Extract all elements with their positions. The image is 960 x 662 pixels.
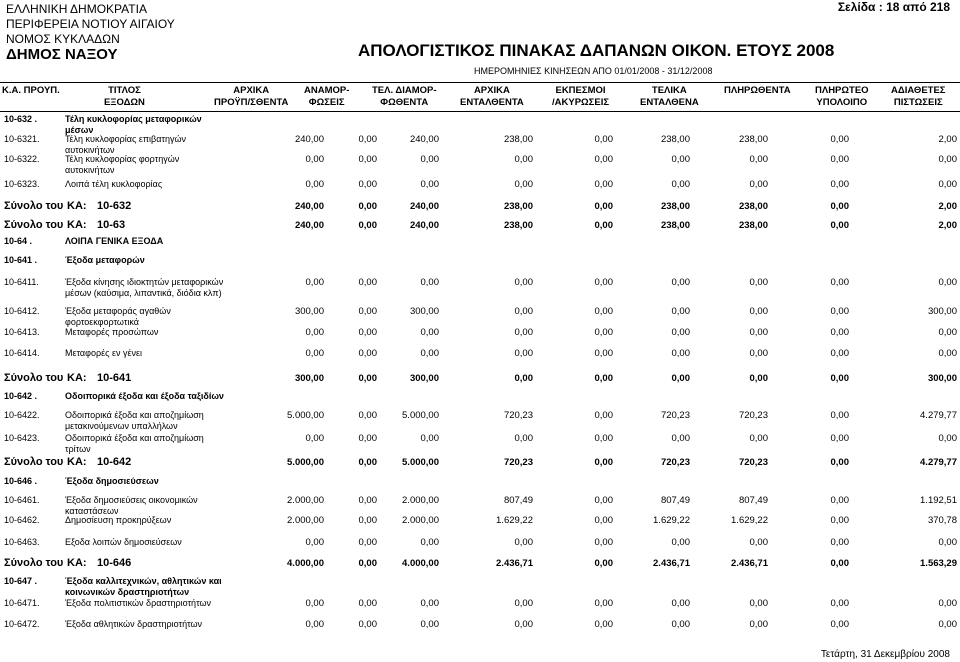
amount-cell: 807,49 xyxy=(503,495,533,506)
amount-cell: 0,00 xyxy=(594,154,613,165)
account-description: ΛΟΙΠΑ ΓΕΝΙΚΑ ΕΞΟΔΑ xyxy=(65,236,164,246)
amount-cell: 0,00 xyxy=(514,277,533,288)
amount-cell: 1.563,29 xyxy=(920,558,957,569)
amount-cell: 0,00 xyxy=(671,179,690,190)
amount-cell: 0,00 xyxy=(594,277,613,288)
total-label: Σύνολο του xyxy=(4,372,64,384)
amount-cell: 2.000,00 xyxy=(287,495,324,506)
account-code: 10-647 . xyxy=(4,576,38,586)
account-code: 10-6461. xyxy=(4,495,40,505)
amount-cell: 238,00 xyxy=(738,134,768,145)
account-code: 10-6471. xyxy=(4,598,40,608)
col-final-ordered: ΤΕΛΙΚΑ ΕΝΤΑΛΘΕΝΑ xyxy=(640,85,699,108)
amount-cell: 0,00 xyxy=(358,277,377,288)
amount-cell: 720,23 xyxy=(660,410,690,421)
account-code: 10-6413. xyxy=(4,327,40,337)
account-code: 10-6323. xyxy=(4,179,40,189)
amount-cell: 0,00 xyxy=(358,619,377,630)
amount-cell: 370,78 xyxy=(927,515,957,526)
amount-cell: 807,49 xyxy=(738,495,768,506)
issuer-block xyxy=(6,2,175,62)
amount-cell: 0,00 xyxy=(514,373,533,384)
amount-cell: 4.279,77 xyxy=(920,410,957,421)
account-description: Έξοδα δημοσιεύσεων xyxy=(65,476,159,486)
account-code: 10-6411. xyxy=(4,277,39,287)
amount-cell: 300,00 xyxy=(409,373,439,384)
amount-cell: 0,00 xyxy=(749,373,768,384)
amount-cell: 0,00 xyxy=(938,598,957,609)
amount-cell: 0,00 xyxy=(594,327,613,338)
amount-cell: 0,00 xyxy=(749,433,768,444)
amount-cell: 0,00 xyxy=(830,220,849,231)
amount-cell: 0,00 xyxy=(358,598,377,609)
amount-cell: 0,00 xyxy=(749,619,768,630)
amount-cell: 0,00 xyxy=(830,410,849,421)
account-code: 10-6472. xyxy=(4,619,40,629)
amount-cell: 5.000,00 xyxy=(287,410,324,421)
amount-cell: 0,00 xyxy=(305,619,324,630)
col-amendments: ΑΝΑΜΟΡ- ΦΩΣΕΙΣ xyxy=(304,85,350,108)
amount-cell: 0,00 xyxy=(671,598,690,609)
amount-cell: 2.436,71 xyxy=(731,558,768,569)
amount-cell: 0,00 xyxy=(514,327,533,338)
amount-cell: 0,00 xyxy=(514,537,533,548)
amount-cell: 0,00 xyxy=(830,179,849,190)
amount-cell: 0,00 xyxy=(358,306,377,317)
amount-cell: 0,00 xyxy=(938,154,957,165)
amount-cell: 0,00 xyxy=(938,348,957,359)
date-range: ΗΜΕΡΟΜΗΝΙΕΣ ΚΙΝΗΣΕΩΝ ΑΠΟ 01/01/2008 - 31/12/2008 xyxy=(474,66,713,76)
account-description: Έξοδα καλλιτεχνικών, αθλητικών και κοινωνικών δραστηριοτήτων xyxy=(65,576,222,597)
amount-cell: 240,00 xyxy=(294,201,324,212)
account-description: Μεταφορές προσώπων xyxy=(65,327,159,337)
amount-cell: 0,00 xyxy=(594,306,613,317)
account-description: Μεταφορές εν γένει xyxy=(65,348,142,358)
amount-cell: 0,00 xyxy=(594,558,613,569)
account-code: 10-6422. xyxy=(4,410,40,420)
amount-cell: 0,00 xyxy=(594,348,613,359)
amount-cell: 0,00 xyxy=(594,179,613,190)
amount-cell: 0,00 xyxy=(305,179,324,190)
amount-cell: 0,00 xyxy=(420,598,439,609)
amount-cell: 0,00 xyxy=(830,537,849,548)
amount-cell: 0,00 xyxy=(594,433,613,444)
amount-cell: 2.436,71 xyxy=(496,558,533,569)
amount-cell: 0,00 xyxy=(305,327,324,338)
amount-cell: 0,00 xyxy=(358,457,377,468)
account-code: 10-6423. xyxy=(4,433,40,443)
total-account-code: 10-641 xyxy=(97,372,132,384)
total-label: Σύνολο του xyxy=(4,219,64,231)
amount-cell: 240,00 xyxy=(409,134,439,145)
amount-cell: 0,00 xyxy=(358,558,377,569)
account-description: Εξοδα λοιπών δημοσιεύσεων xyxy=(65,537,182,547)
amount-cell: 0,00 xyxy=(671,537,690,548)
amount-cell: 0,00 xyxy=(671,154,690,165)
amount-cell: 0,00 xyxy=(938,433,957,444)
amount-cell: 0,00 xyxy=(305,433,324,444)
amount-cell: 238,00 xyxy=(660,134,690,145)
account-code: 10-6463. xyxy=(4,537,40,547)
amount-cell: 0,00 xyxy=(358,433,377,444)
amount-cell: 238,00 xyxy=(738,201,768,212)
issuer-municipality: ΔΗΜΟΣ ΝΑΞΟΥ xyxy=(6,46,118,63)
amount-cell: 2.000,00 xyxy=(402,515,439,526)
account-code: 10-6322. xyxy=(4,154,40,164)
amount-cell: 2.000,00 xyxy=(287,515,324,526)
total-account-code: 10-632 xyxy=(97,200,132,212)
col-paid: ΠΛΗΡΩΘΕΝΤΑ xyxy=(724,85,791,96)
amount-cell: 0,00 xyxy=(749,179,768,190)
total-ka-label: ΚΑ: xyxy=(67,372,87,384)
amount-cell: 720,23 xyxy=(503,457,533,468)
amount-cell: 0,00 xyxy=(358,220,377,231)
amount-cell: 0,00 xyxy=(938,619,957,630)
amount-cell: 0,00 xyxy=(749,154,768,165)
amount-cell: 0,00 xyxy=(420,433,439,444)
amount-cell: 240,00 xyxy=(294,220,324,231)
account-code: 10-64 . xyxy=(4,236,33,246)
account-description: Λοιπά τέλη κυκλοφορίας xyxy=(65,179,163,189)
amount-cell: 0,00 xyxy=(514,598,533,609)
account-code: 10-6412. xyxy=(4,306,40,316)
amount-cell: 0,00 xyxy=(420,179,439,190)
amount-cell: 720,23 xyxy=(660,457,690,468)
amount-cell: 2,00 xyxy=(938,134,957,145)
amount-cell: 0,00 xyxy=(830,201,849,212)
amount-cell: 0,00 xyxy=(830,457,849,468)
column-headers xyxy=(0,82,960,112)
issuer-line-2: ΠΕΡΙΦΕΡΕΙΑ ΝΟΤΙΟΥ ΑΙΓΑΙΟΥ xyxy=(6,17,175,31)
amount-cell: 0,00 xyxy=(830,558,849,569)
amount-cell: 0,00 xyxy=(305,154,324,165)
amount-cell: 0,00 xyxy=(594,134,613,145)
amount-cell: 0,00 xyxy=(514,179,533,190)
amount-cell: 300,00 xyxy=(927,373,957,384)
amount-cell: 300,00 xyxy=(927,306,957,317)
account-description: Οδοιπορικά έξοδα και έξοδα ταξιδίων xyxy=(65,391,224,401)
amount-cell: 0,00 xyxy=(749,306,768,317)
amount-cell: 2,00 xyxy=(938,201,957,212)
amount-cell: 720,23 xyxy=(738,410,768,421)
amount-cell: 300,00 xyxy=(294,306,324,317)
amount-cell: 4.000,00 xyxy=(287,558,324,569)
amount-cell: 0,00 xyxy=(671,619,690,630)
amount-cell: 0,00 xyxy=(420,537,439,548)
amount-cell: 720,23 xyxy=(738,457,768,468)
amount-cell: 0,00 xyxy=(749,348,768,359)
account-description: Οδοιπορικά έξοδα και αποζημίωση μετακινούμενων υπαλλήλων xyxy=(65,410,204,431)
issuer-line-3: ΝΟΜΟΣ ΚΥΚΛΑΔΩΝ xyxy=(6,32,120,46)
amount-cell: 0,00 xyxy=(358,327,377,338)
total-account-code: 10-642 xyxy=(97,456,132,468)
total-ka-label: ΚΑ: xyxy=(67,456,87,468)
account-code: 10-6414. xyxy=(4,348,40,358)
amount-cell: 0,00 xyxy=(305,348,324,359)
amount-cell: 238,00 xyxy=(503,134,533,145)
amount-cell: 0,00 xyxy=(830,277,849,288)
amount-cell: 0,00 xyxy=(594,598,613,609)
amount-cell: 0,00 xyxy=(358,373,377,384)
amount-cell: 0,00 xyxy=(749,277,768,288)
amount-cell: 5.000,00 xyxy=(402,457,439,468)
total-ka-label: ΚΑ: xyxy=(67,557,87,569)
amount-cell: 0,00 xyxy=(358,410,377,421)
amount-cell: 0,00 xyxy=(420,327,439,338)
amount-cell: 0,00 xyxy=(938,179,957,190)
amount-cell: 4.000,00 xyxy=(402,558,439,569)
account-description: Έξοδα μεταφοράς αγαθών φορτοεκφορτωτικά xyxy=(65,306,171,327)
amount-cell: 238,00 xyxy=(503,201,533,212)
amount-cell: 0,00 xyxy=(594,220,613,231)
amount-cell: 0,00 xyxy=(358,201,377,212)
account-description: Έξοδα αθλητικών δραστηριοτήτων xyxy=(65,619,203,629)
amount-cell: 0,00 xyxy=(749,537,768,548)
total-label: Σύνολο του xyxy=(4,200,64,212)
col-initial-budget: ΑΡΧΙΚΑ ΠΡΟΫΠ/ΣΘΕΝΤΑ xyxy=(214,85,289,108)
account-description: Έξοδα μεταφορών xyxy=(65,255,145,265)
account-description: Οδοιπορικά έξοδα και αποζημίωση τρίτων xyxy=(65,433,204,454)
amount-cell: 0,00 xyxy=(358,537,377,548)
amount-cell: 0,00 xyxy=(420,348,439,359)
amount-cell: 0,00 xyxy=(749,598,768,609)
amount-cell: 0,00 xyxy=(830,619,849,630)
col-cancellations: ΕΚΠΕΣΜΟΙ /ΑΚΥΡΩΣΕΙΣ xyxy=(552,85,610,108)
amount-cell: 5.000,00 xyxy=(287,457,324,468)
amount-cell: 1.629,22 xyxy=(653,515,690,526)
amount-cell: 0,00 xyxy=(830,306,849,317)
account-description: Έξοδα πολιτιστικών δραστηριοτήτων xyxy=(65,598,212,608)
amount-cell: 2.000,00 xyxy=(402,495,439,506)
col-final-amended: ΤΕΛ. ΔΙΑΜΟΡ- ΦΩΘΕΝΤΑ xyxy=(372,85,437,108)
amount-cell: 0,00 xyxy=(594,619,613,630)
amount-cell: 0,00 xyxy=(305,277,324,288)
amount-cell: 0,00 xyxy=(420,154,439,165)
total-ka-label: ΚΑ: xyxy=(67,219,87,231)
amount-cell: 0,00 xyxy=(305,537,324,548)
amount-cell: 807,49 xyxy=(660,495,690,506)
amount-cell: 0,00 xyxy=(514,306,533,317)
account-code: 10-641 . xyxy=(4,255,38,265)
amount-cell: 0,00 xyxy=(830,598,849,609)
total-label: Σύνολο του xyxy=(4,557,64,569)
amount-cell: 0,00 xyxy=(420,619,439,630)
amount-cell: 0,00 xyxy=(830,154,849,165)
amount-cell: 0,00 xyxy=(671,327,690,338)
account-description: Δημοσίευση προκηρύξεων xyxy=(65,515,172,525)
col-payable-balance: ΠΛΗΡΩΤΕΟ ΥΠΟΛΟΙΠΟ xyxy=(815,85,869,108)
amount-cell: 0,00 xyxy=(830,495,849,506)
amount-cell: 0,00 xyxy=(830,515,849,526)
report-title: ΑΠΟΛΟΓΙΣΤΙΚΟΣ ΠΙΝΑΚΑΣ ΔΑΠΑΝΩΝ ΟΙΚΟΝ. ΕΤΟΥΣ 2008 xyxy=(358,41,835,60)
amount-cell: 0,00 xyxy=(594,373,613,384)
amount-cell: 0,00 xyxy=(749,327,768,338)
footer-date: Τετάρτη, 31 Δεκεμβρίου 2008 xyxy=(820,649,950,660)
amount-cell: 0,00 xyxy=(594,495,613,506)
amount-cell: 0,00 xyxy=(938,537,957,548)
amount-cell: 0,00 xyxy=(358,495,377,506)
account-description: Τέλη κυκλοφορίας επιβατηγών αυτοκινήτων xyxy=(65,134,187,155)
amount-cell: 300,00 xyxy=(409,306,439,317)
amount-cell: 0,00 xyxy=(671,433,690,444)
col-ka: Κ.Α. ΠΡΟΥΠ. xyxy=(2,85,60,96)
account-code: 10-6462. xyxy=(4,515,40,525)
amount-cell: 0,00 xyxy=(594,410,613,421)
amount-cell: 0,00 xyxy=(830,373,849,384)
amount-cell: 0,00 xyxy=(594,457,613,468)
total-label: Σύνολο του xyxy=(4,456,64,468)
amount-cell: 240,00 xyxy=(409,201,439,212)
amount-cell: 240,00 xyxy=(409,220,439,231)
amount-cell: 0,00 xyxy=(514,154,533,165)
account-description: Τέλη κυκλοφορίας μεταφορικών μέσων xyxy=(65,114,202,135)
amount-cell: 240,00 xyxy=(294,134,324,145)
account-code: 10-632 . xyxy=(4,114,38,124)
amount-cell: 0,00 xyxy=(671,348,690,359)
amount-cell: 0,00 xyxy=(358,515,377,526)
amount-cell: 0,00 xyxy=(938,277,957,288)
amount-cell: 1.192,51 xyxy=(920,495,957,506)
amount-cell: 720,23 xyxy=(503,410,533,421)
amount-cell: 238,00 xyxy=(738,220,768,231)
amount-cell: 0,00 xyxy=(358,154,377,165)
amount-cell: 2.436,71 xyxy=(653,558,690,569)
col-initial-ordered: ΑΡΧΙΚΑ ΕΝΤΑΛΘΕΝΤΑ xyxy=(460,85,524,108)
account-code: 10-646 . xyxy=(4,476,38,486)
account-description: Έξοδα κίνησης ιδιοκτητών μεταφορικών μέσων (καύσιμα, λιπαντικά, διόδια κλπ) xyxy=(65,277,224,298)
total-account-code: 10-63 xyxy=(97,219,126,231)
amount-cell: 0,00 xyxy=(671,306,690,317)
amount-cell: 1.629,22 xyxy=(496,515,533,526)
col-unallocated-credits: ΑΔΙΑΘΕΤΕΣ ΠΙΣΤΩΣΕΙΣ xyxy=(891,85,946,108)
amount-cell: 2,00 xyxy=(938,220,957,231)
amount-cell: 0,00 xyxy=(594,201,613,212)
account-description: Έξοδα δημοσιεύσεις οικονομικών καταστάσεων xyxy=(65,495,198,516)
account-code: 10-642 . xyxy=(4,391,38,401)
amount-cell: 0,00 xyxy=(420,277,439,288)
amount-cell: 0,00 xyxy=(594,537,613,548)
total-ka-label: ΚΑ: xyxy=(67,200,87,212)
amount-cell: 0,00 xyxy=(938,327,957,338)
amount-cell: 0,00 xyxy=(514,433,533,444)
amount-cell: 0,00 xyxy=(358,179,377,190)
account-description: Τέλη κυκλοφορίας φορτηγών αυτοκινήτων xyxy=(65,154,180,175)
total-account-code: 10-646 xyxy=(97,557,132,569)
amount-cell: 0,00 xyxy=(830,348,849,359)
amount-cell: 1.629,22 xyxy=(731,515,768,526)
amount-cell: 0,00 xyxy=(514,348,533,359)
amount-cell: 0,00 xyxy=(830,433,849,444)
amount-cell: 0,00 xyxy=(671,373,690,384)
amount-cell: 0,00 xyxy=(305,598,324,609)
amount-cell: 300,00 xyxy=(294,373,324,384)
col-title: ΤΙΤΛΟΣ ΕΞΟΔΩΝ xyxy=(104,85,145,108)
amount-cell: 0,00 xyxy=(594,515,613,526)
amount-cell: 238,00 xyxy=(503,220,533,231)
amount-cell: 238,00 xyxy=(660,201,690,212)
amount-cell: 0,00 xyxy=(358,348,377,359)
amount-cell: 0,00 xyxy=(830,327,849,338)
amount-cell: 0,00 xyxy=(830,134,849,145)
amount-cell: 0,00 xyxy=(514,619,533,630)
amount-cell: 0,00 xyxy=(358,134,377,145)
amount-cell: 0,00 xyxy=(671,277,690,288)
amount-cell: 5.000,00 xyxy=(402,410,439,421)
amount-cell: 238,00 xyxy=(660,220,690,231)
account-code: 10-6321. xyxy=(4,134,40,144)
issuer-line-1: ΕΛΛΗΝΙΚΗ ΔΗΜΟΚΡΑΤΙΑ xyxy=(6,2,147,16)
page-number: Σελίδα : 18 από 218 xyxy=(837,0,950,14)
amount-cell: 4.279,77 xyxy=(920,457,957,468)
